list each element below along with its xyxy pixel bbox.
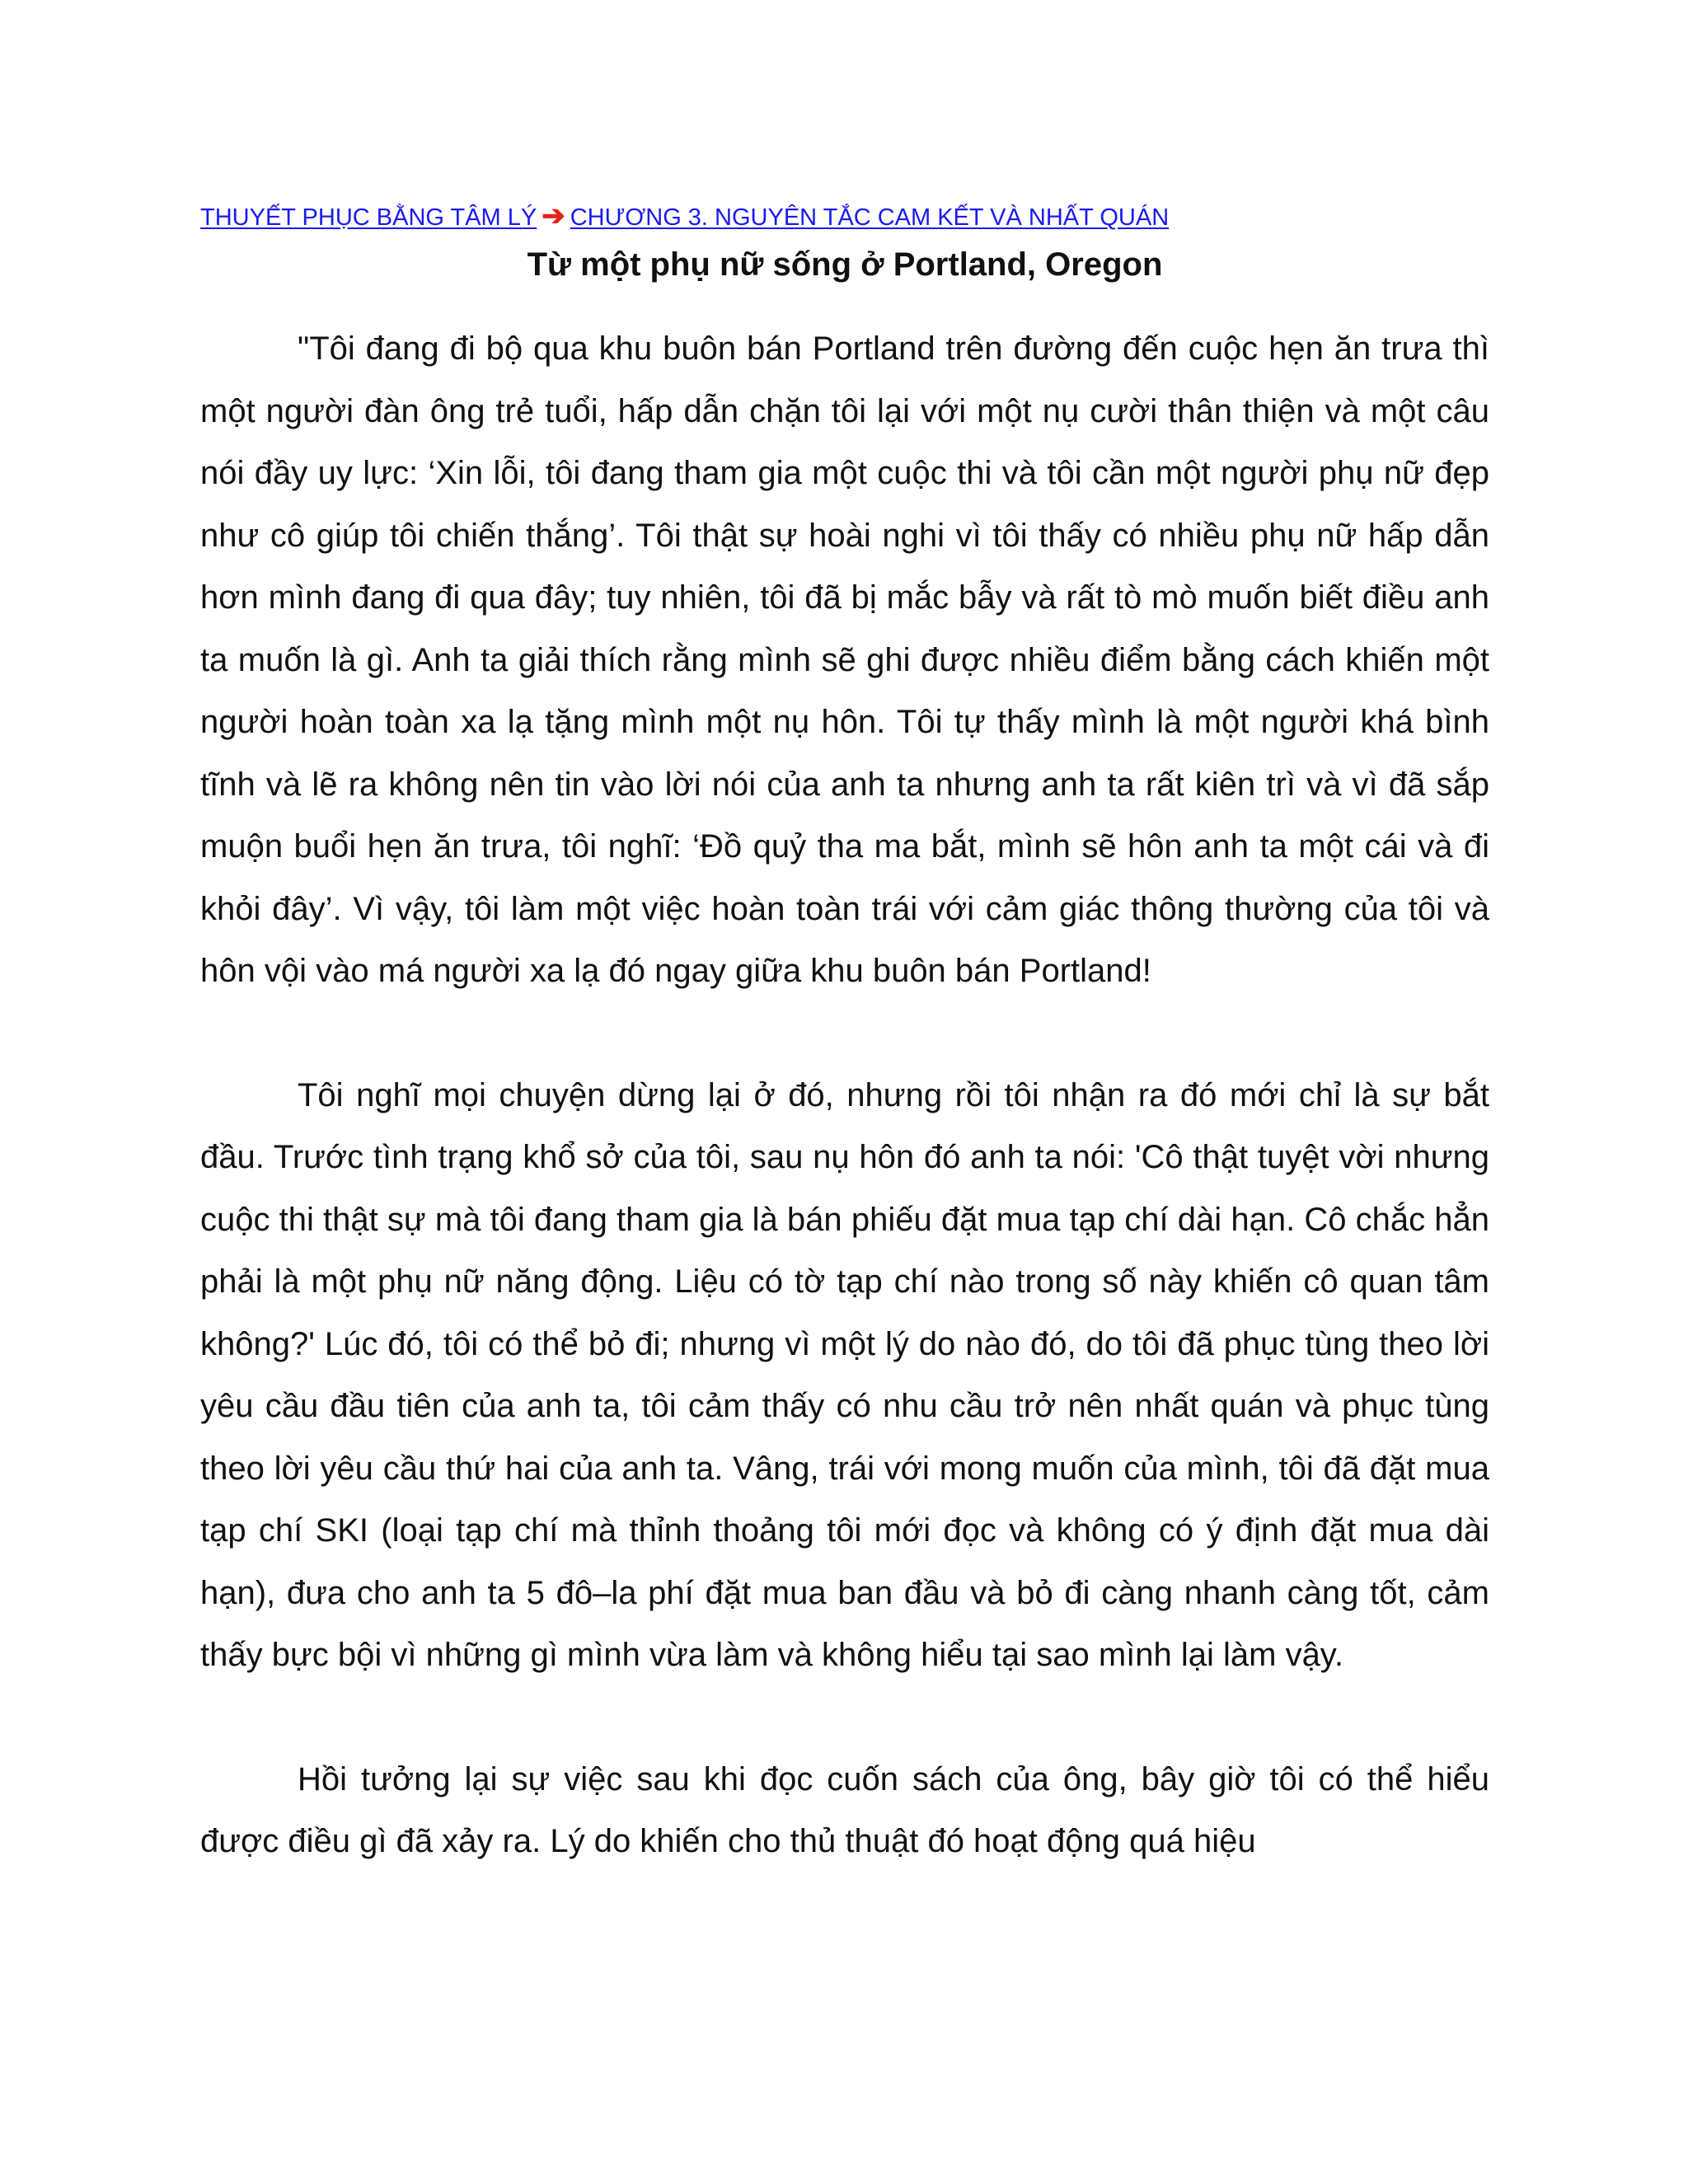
paragraph-1: "Tôi đang đi bộ qua khu buôn bán Portland trên đường đến cuộc hẹn ăn trưa thì một người đàn ông trẻ tuổi, hấp dẫn chặn tôi lại với một nụ cười thân thiện và một câu nói đầy uy lực: ‘Xin lỗi, tôi đang tham gia một cuộc thi và tôi cần một người phụ nữ đẹp như cô giúp tôi chiến thắng’. Tôi thật sự hoài nghi vì tôi thấy có nhiều phụ nữ hấp dẫn hơn mình đang đi qua đây; tuy nhiên, tôi đã bị mắc bẫy và rất tò mò muốn biết điều anh ta muốn là gì. Anh ta giải thích rằng mình sẽ ghi được nhiều điểm bằng cách khiến một người hoàn toàn xa lạ tặng mình một nụ hôn. Tôi tự thấy mình là một người khá bình tĩnh và lẽ ra không nên tin vào lời nói của anh ta nhưng anh ta rất kiên trì và vì đã sắp muộn buổi hẹn ăn trưa, tôi nghĩ: ‘Đồ quỷ tha ma bắt, mình sẽ hôn anh ta một cái và đi khỏi đây’. Vì vậy, tôi làm một việc hoàn toàn trái với cảm giác thông thường của tôi và hôn vội vào má người xa lạ đó ngay giữa khu buôn bán Portland!	[200, 330, 1489, 989]
breadcrumb-chapter-link[interactable]: CHƯƠNG 3. NGUYÊN TẮC CAM KẾT VÀ NHẤT QUÁN	[570, 204, 1170, 231]
paragraph-2: Tôi nghĩ mọi chuyện dừng lại ở đó, nhưng rồi tôi nhận ra đó mới chỉ là sự bắt đầu. Trước tình trạng khổ sở của tôi, sau nụ hôn đó anh ta nói: 'Cô thật tuyệt vời nhưng cuộc thi thật sự mà tôi đang tham gia là bán phiếu đặt mua tạp chí dài hạn. Cô chắc hẳn phải là một phụ nữ năng động. Liệu có tờ tạp chí nào trong số này khiến cô quan tâm không?' Lúc đó, tôi có thể bỏ đi; nhưng vì một lý do nào đó, do tôi đã phục tùng theo lời yêu cầu đầu tiên của anh ta, tôi cảm thấy có nhu cầu trở nên nhất quán và phục tùng theo lời yêu cầu thứ hai của anh ta. Vâng, trái với mong muốn của mình, tôi đã đặt mua tạp chí SKI (loại tạp chí mà thỉnh thoảng tôi mới đọc và không có ý định đặt mua dài hạn), đưa cho anh ta 5 đô–la phí đặt mua ban đầu và bỏ đi càng nhanh càng tốt, cảm thấy bực bội vì những gì mình vừa làm và không hiểu tại sao mình lại làm vậy.	[200, 1076, 1489, 1673]
breadcrumb-book-link[interactable]: THUYẾT PHỤC BẰNG TÂM LÝ	[200, 204, 537, 231]
document-page	[200, 198, 1489, 1935]
arrow-right-icon: ➔	[542, 200, 565, 232]
breadcrumb	[200, 198, 1489, 236]
paragraph-3: Hồi tưởng lại sự việc sau khi đọc cuốn sách của ông, bây giờ tôi có thể hiểu được điều gì đã xảy ra. Lý do khiến cho thủ thuật đó hoạt động quá hiệu	[200, 1760, 1489, 1859]
section-title: Từ một phụ nữ sống ở Portland, Oregon	[527, 246, 1163, 283]
